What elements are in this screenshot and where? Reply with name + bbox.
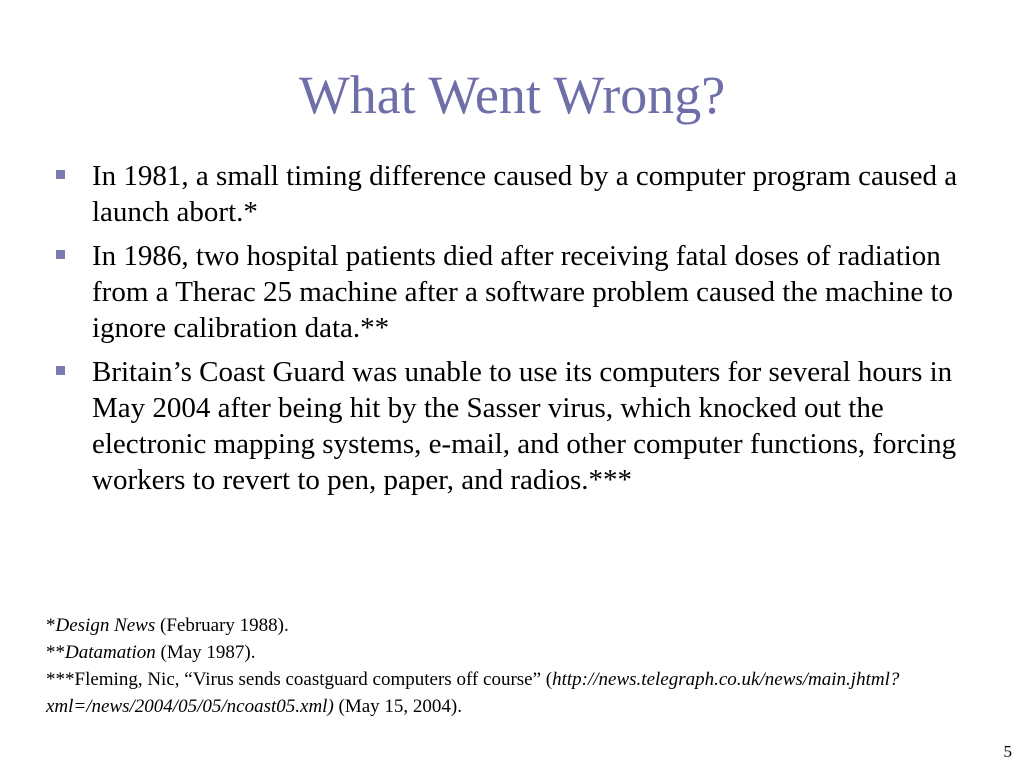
footnote-marker: * (46, 615, 56, 636)
slide-title: What Went Wrong? (298, 65, 726, 125)
footnote-3 (46, 666, 986, 720)
footnote-citation: Fleming, Nic, “Virus sends coastguard computers off course” ( (74, 669, 553, 690)
footnote-url: http://news.telegraph.co.uk/news/main.jhtml?xml=/news/2004/05/05/ncoast05.xml) (46, 669, 900, 717)
bullet-item (50, 158, 970, 230)
square-bullet-icon (56, 170, 65, 179)
footnote-2 (46, 639, 986, 666)
bullet-item (50, 238, 970, 346)
bullet-list (50, 158, 970, 506)
footnote-date: (May 15, 2004). (333, 696, 462, 717)
footnote-date: (February 1988). (155, 615, 289, 636)
footnote-1 (46, 612, 986, 639)
bullet-text: Britain’s Coast Guard was unable to use its computers for several hours in May 2004 after being hit by the Sasser virus, which knocked out the electronic mapping systems, e-mail, and other computer functions, forcing workers to revert to pen, paper, and radios.*** (92, 356, 957, 496)
footnotes (46, 612, 986, 720)
square-bullet-icon (56, 366, 65, 375)
footnote-source: Design News (55, 615, 156, 636)
page-number: 5 (1003, 742, 1012, 761)
footnote-marker: *** (46, 669, 75, 690)
bullet-item (50, 354, 970, 498)
footnote-marker: ** (46, 642, 65, 663)
footnote-source: Datamation (65, 642, 156, 663)
footnote-date: (May 1987). (155, 642, 256, 663)
bullet-text: In 1981, a small timing difference caused by a computer program caused a launch abort.* (92, 160, 958, 228)
bullet-text: In 1986, two hospital patients died after receiving fatal doses of radiation from a Therac 25 machine after a software problem caused the machine to ignore calibration data.** (92, 240, 954, 344)
square-bullet-icon (56, 250, 65, 259)
